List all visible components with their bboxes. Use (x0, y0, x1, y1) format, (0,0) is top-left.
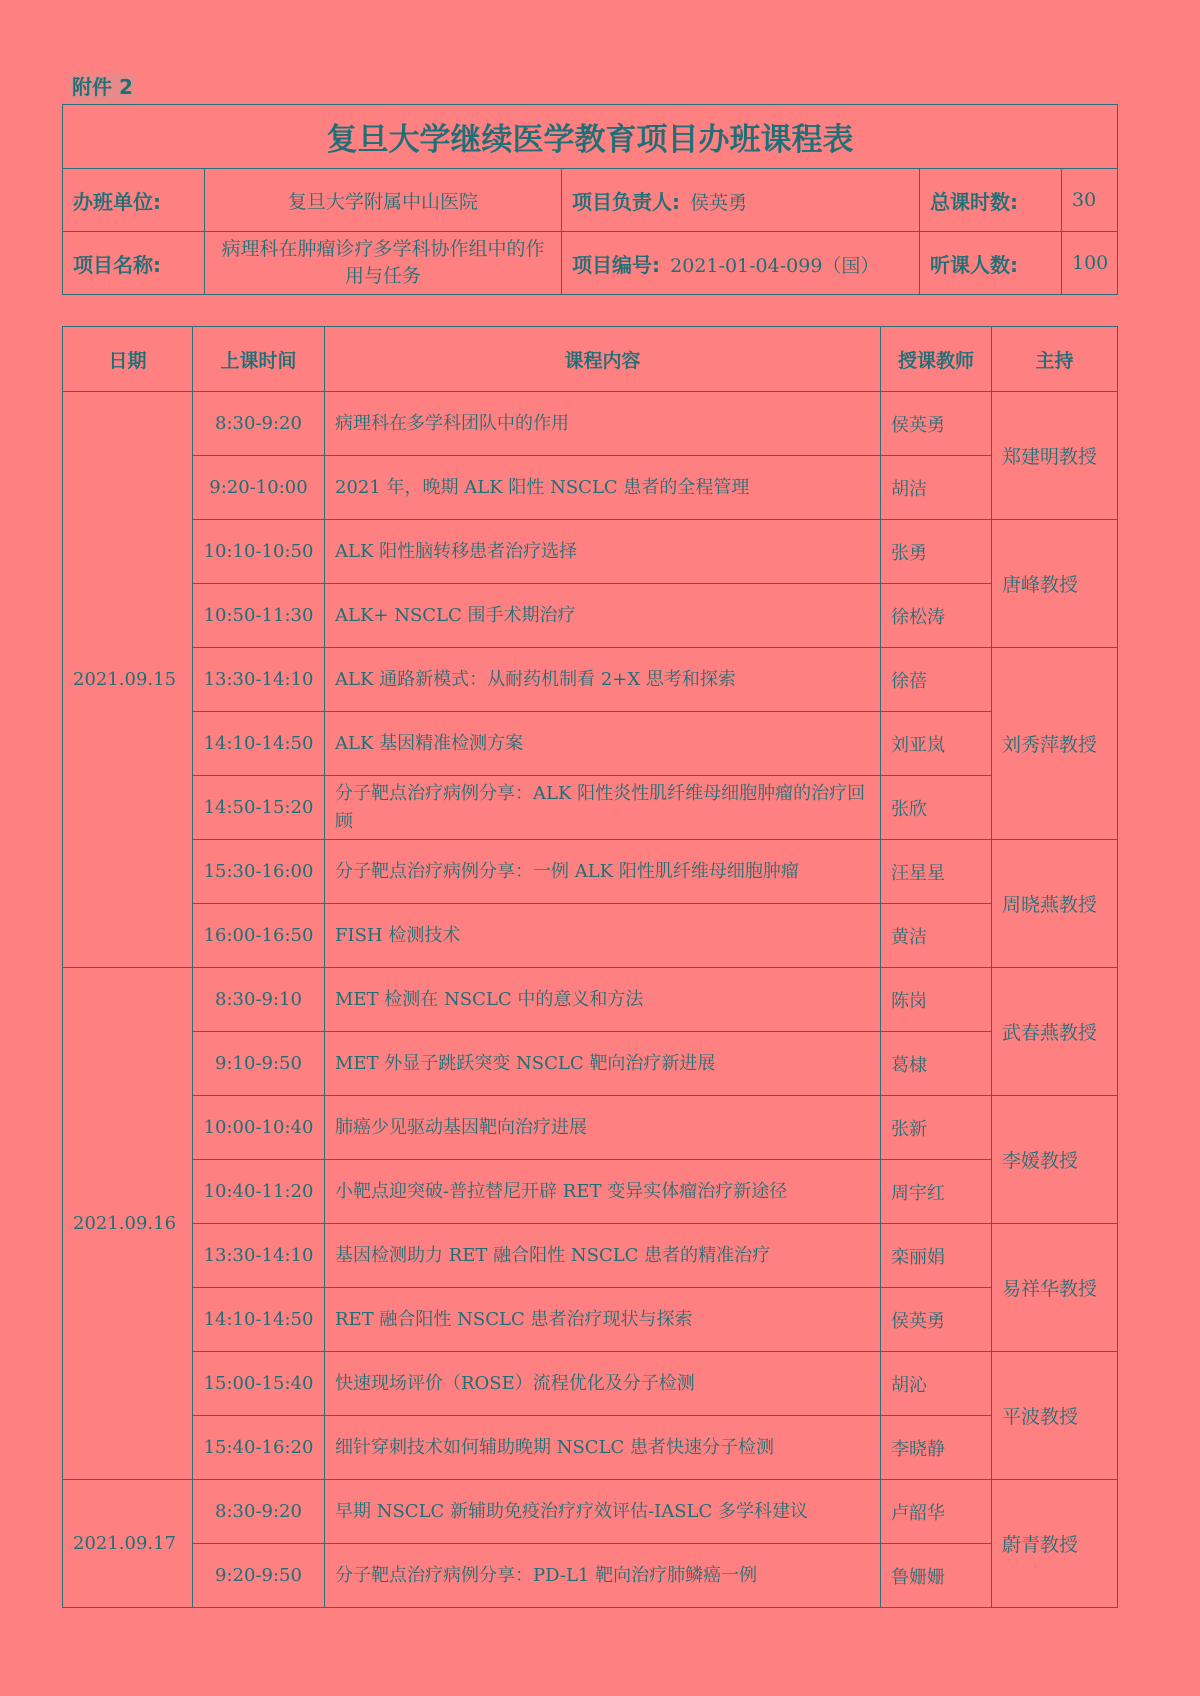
teacher-cell: 汪星星 (881, 840, 992, 904)
topic-cell: 快速现场评价（ROSE）流程优化及分子检测 (325, 1352, 881, 1416)
time-cell: 14:10-14:50 (193, 712, 325, 776)
topic-cell: 小靶点迎突破-普拉替尼开辟 RET 变异实体瘤治疗新途径 (325, 1160, 881, 1224)
time-cell: 8:30-9:20 (193, 1480, 325, 1544)
table-row (63, 1416, 1118, 1480)
topic-cell: RET 融合阳性 NSCLC 患者治疗现状与探索 (325, 1288, 881, 1352)
attachment-label: 附件 2 (72, 75, 133, 99)
teacher-cell: 栾丽娟 (881, 1224, 992, 1288)
topic-cell: FISH 检测技术 (325, 904, 881, 968)
leader-value: 侯英勇 (690, 191, 748, 214)
topic-cell: ALK 基因精准检测方案 (325, 712, 881, 776)
table-row (63, 648, 1118, 712)
time-cell: 8:30-9:20 (193, 392, 325, 456)
topic-cell: 病理科在多学科团队中的作用 (325, 392, 881, 456)
time-cell: 13:30-14:10 (193, 1224, 325, 1288)
table-row (63, 840, 1118, 904)
date-cell: 2021.09.15 (63, 392, 193, 968)
topic-cell: 分子靶点治疗病例分享：ALK 阳性炎性肌纤维母细胞肿瘤的治疗回顾 (325, 776, 881, 840)
schedule-table (62, 326, 1118, 1608)
time-cell: 10:50-11:30 (193, 584, 325, 648)
code-value: 2021-01-04-099（国） (670, 254, 880, 277)
topic-cell: 分子靶点治疗病例分享：一例 ALK 阳性肌纤维母细胞肿瘤 (325, 840, 881, 904)
table-row (63, 1160, 1118, 1224)
teacher-cell: 周宇红 (881, 1160, 992, 1224)
time-cell: 15:00-15:40 (193, 1352, 325, 1416)
teacher-cell: 刘亚岚 (881, 712, 992, 776)
attendees-value: 100 (1062, 232, 1118, 295)
topic-cell: 分子靶点治疗病例分享：PD-L1 靶向治疗肺鳞癌一例 (325, 1544, 881, 1608)
topic-cell: ALK+ NSCLC 围手术期治疗 (325, 584, 881, 648)
table-row (63, 392, 1118, 456)
table-row (63, 584, 1118, 648)
host-cell: 平波教授 (992, 1352, 1118, 1480)
host-cell: 易祥华教授 (992, 1224, 1118, 1352)
table-row (63, 1352, 1118, 1416)
teacher-cell: 陈岗 (881, 968, 992, 1032)
time-cell: 13:30-14:10 (193, 648, 325, 712)
time-cell: 14:50-15:20 (193, 776, 325, 840)
header-host: 主持 (992, 327, 1118, 392)
teacher-cell: 侯英勇 (881, 1288, 992, 1352)
topic-cell: MET 外显子跳跃突变 NSCLC 靶向治疗新进展 (325, 1032, 881, 1096)
table-row (63, 968, 1118, 1032)
table-row (63, 456, 1118, 520)
topic-cell: 细针穿刺技术如何辅助晚期 NSCLC 患者快速分子检测 (325, 1416, 881, 1480)
table-row (63, 520, 1118, 584)
leader-label: 项目负责人: (572, 189, 680, 214)
time-cell: 15:30-16:00 (193, 840, 325, 904)
page-title: 复旦大学继续医学教育项目办班课程表 (63, 105, 1118, 169)
topic-cell: MET 检测在 NSCLC 中的意义和方法 (325, 968, 881, 1032)
host-cell: 唐峰教授 (992, 520, 1118, 648)
hours-value: 30 (1062, 169, 1118, 232)
time-cell: 9:20-10:00 (193, 456, 325, 520)
host-cell: 郑建明教授 (992, 392, 1118, 520)
time-cell: 16:00-16:50 (193, 904, 325, 968)
host-cell: 周晓燕教授 (992, 840, 1118, 968)
host-cell: 蔚青教授 (992, 1480, 1118, 1608)
time-cell: 10:10-10:50 (193, 520, 325, 584)
time-cell: 10:00-10:40 (193, 1096, 325, 1160)
teacher-cell: 李晓静 (881, 1416, 992, 1480)
hours-label: 总课时数: (920, 169, 1062, 232)
unit-label: 办班单位: (63, 169, 205, 232)
table-row (63, 1032, 1118, 1096)
teacher-cell: 徐松涛 (881, 584, 992, 648)
table-row (63, 1096, 1118, 1160)
time-cell: 8:30-9:10 (193, 968, 325, 1032)
table-row (63, 712, 1118, 776)
host-cell: 刘秀萍教授 (992, 648, 1118, 840)
teacher-cell: 侯英勇 (881, 392, 992, 456)
project-name-value: 病理科在肿瘤诊疗多学科协作组中的作用与任务 (205, 232, 562, 295)
table-row (63, 904, 1118, 968)
project-info-table (62, 104, 1118, 295)
code-cell (562, 232, 920, 295)
host-cell: 武春燕教授 (992, 968, 1118, 1096)
topic-cell: ALK 阳性脑转移患者治疗选择 (325, 520, 881, 584)
teacher-cell: 黄洁 (881, 904, 992, 968)
header-time: 上课时间 (193, 327, 325, 392)
time-cell: 10:40-11:20 (193, 1160, 325, 1224)
teacher-cell: 葛棣 (881, 1032, 992, 1096)
table-row (63, 1288, 1118, 1352)
header-content: 课程内容 (325, 327, 881, 392)
teacher-cell: 张新 (881, 1096, 992, 1160)
teacher-cell: 胡沁 (881, 1352, 992, 1416)
unit-value: 复旦大学附属中山医院 (205, 169, 562, 232)
table-row (63, 1224, 1118, 1288)
teacher-cell: 卢韶华 (881, 1480, 992, 1544)
topic-cell: ALK 通路新模式：从耐药机制看 2+X 思考和探索 (325, 648, 881, 712)
time-cell: 9:10-9:50 (193, 1032, 325, 1096)
host-cell: 李媛教授 (992, 1096, 1118, 1224)
date-cell: 2021.09.17 (63, 1480, 193, 1608)
time-cell: 15:40-16:20 (193, 1416, 325, 1480)
table-row (63, 776, 1118, 840)
time-cell: 9:20-9:50 (193, 1544, 325, 1608)
teacher-cell: 徐蓓 (881, 648, 992, 712)
teacher-cell: 张勇 (881, 520, 992, 584)
code-label: 项目编号: (572, 252, 660, 277)
header-date: 日期 (63, 327, 193, 392)
topic-cell: 基因检测助力 RET 融合阳性 NSCLC 患者的精准治疗 (325, 1224, 881, 1288)
project-name-label: 项目名称: (63, 232, 205, 295)
time-cell: 14:10-14:50 (193, 1288, 325, 1352)
teacher-cell: 胡洁 (881, 456, 992, 520)
table-row (63, 1544, 1118, 1608)
date-cell: 2021.09.16 (63, 968, 193, 1480)
leader-cell (562, 169, 920, 232)
table-row (63, 1480, 1118, 1544)
topic-cell: 早期 NSCLC 新辅助免疫治疗疗效评估-IASLC 多学科建议 (325, 1480, 881, 1544)
teacher-cell: 张欣 (881, 776, 992, 840)
attendees-label: 听课人数: (920, 232, 1062, 295)
topic-cell: 2021 年，晚期 ALK 阳性 NSCLC 患者的全程管理 (325, 456, 881, 520)
topic-cell: 肺癌少见驱动基因靶向治疗进展 (325, 1096, 881, 1160)
teacher-cell: 鲁姗姗 (881, 1544, 992, 1608)
header-teacher: 授课教师 (881, 327, 992, 392)
